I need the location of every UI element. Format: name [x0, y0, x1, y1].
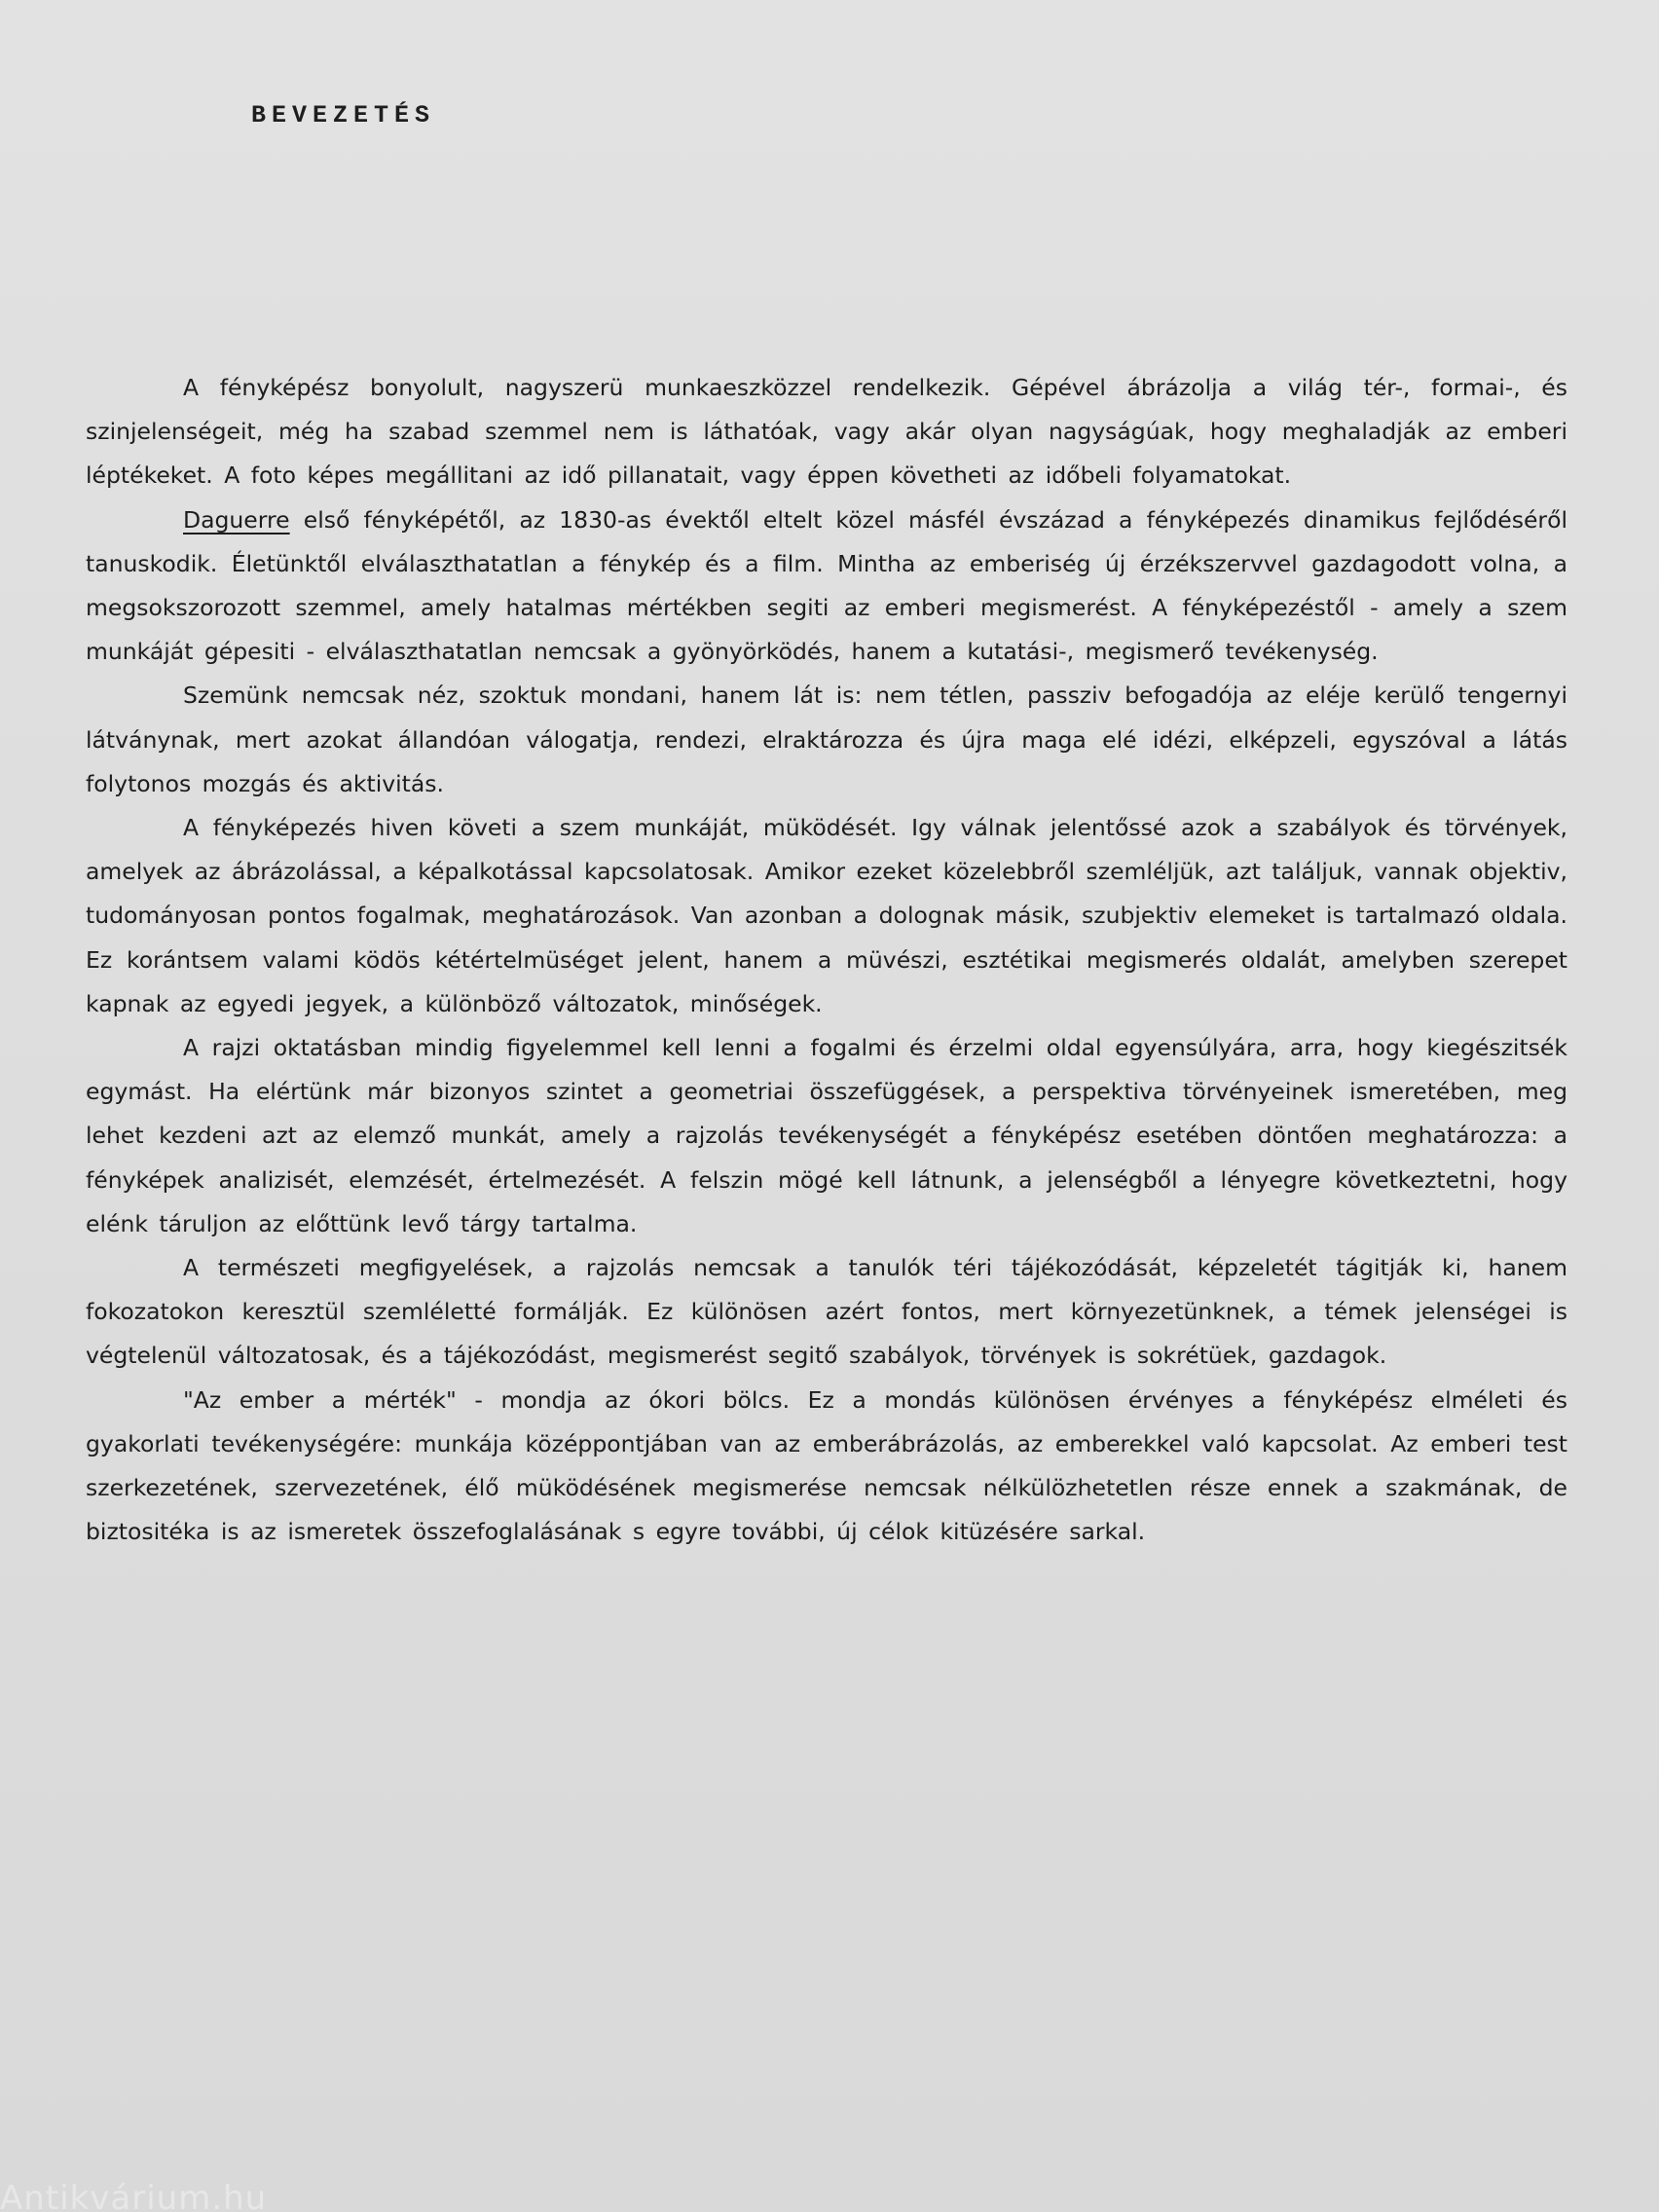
paragraph-5: A rajzi oktatásban mindig figyelemmel kell lenni a fogalmi és érzelmi oldal egyensúlyára, arra, hogy kiegészitsék egymást. Ha elértünk már bizonyos szintet a geometriai összefüggések, a perspektiva törvényeinek ismeretében, meg lehet kezdeni azt az elemző munkát, amely a rajzolás tevékenységét a fényképész esetében döntően meghatározza: a fényképek analizisét, elemzését, értelmezését. A felszin mögé kell látnunk, a jelenségből a lényegre következtetni, hogy elénk táruljon az előttünk levő tárgy tartalma.: [86, 1034, 1567, 1237]
paragraph-7: "Az ember a mérték" - mondja az ókori bölcs. Ez a mondás különösen érvényes a fényképész elméleti és gyakorlati tevékenységére: munkája középpontjában van az emberábrázolás, az emberekkel való kapcsolat. Az emberi test szerkezetének, szervezetének, élő müködésének megismerése nemcsak nélkülözhetetlen része ennek a szakmának, de biztositéka is az ismeretek összefoglalásának s egyre további, új célok kitüzésére sarkal.: [86, 1385, 1567, 1546]
watermark: Antikvárium.hu: [0, 2179, 268, 2212]
paragraph-3: Szemünk nemcsak néz, szoktuk mondani, hanem lát is: nem tétlen, passziv befogadója az eléje kerülő tengernyi látványnak, mert azokat állandóan válogatja, rendezi, elraktározza és újra maga elé idézi, elképzeli, egyszóval a látás folytonos mozgás és aktivitás.: [86, 682, 1567, 797]
paragraph-2: [86, 498, 1567, 675]
body-text: [86, 366, 1567, 1554]
underlined-name: Daguerre: [183, 505, 290, 534]
page-title: BEVEZETÉS: [251, 101, 436, 129]
paragraph-6: A természeti megfigyelések, a rajzolás nemcsak a tanulók téri tájékozódását, képzeletét tágitják ki, hanem fokozatokon keresztül szemléletté formálják. Ez különösen azért fontos, mert környezetünknek, a témek jelenségei is végtelenül változatosak, és a tájékozódást, megismerést segitő szabályok, törvények is sokrétüek, gazdagok.: [86, 1254, 1567, 1370]
paragraph-1: A fényképész bonyolult, nagyszerü munkaeszközzel rendelkezik. Gépével ábrázolja a világ tér-, formai-, és szinjelenségeit, még ha szabad szemmel nem is láthatóak, vagy akár olyan nagyságúak, hogy meghaladják az emberi léptékeket. A foto képes megállitani az idő pillanatait, vagy éppen követheti az időbeli folyamatokat.: [86, 374, 1567, 490]
paragraph-2-rest: első fényképétől, az 1830-as évektől eltelt közel másfél évszázad a fényképezés dinamikus fejlődéséről tanuskodik. Életünktől elválaszthatatlan a fénykép és a film. Mintha az emberiség új érzékszervvel gazdagodott volna, a megsokszorozott szemmel, amely hatalmas mértékben segiti az emberi megismerést. A fényképezéstől - amely a szem munkáját gépesiti - elválaszthatatlan nemcsak a gyönyörködés, hanem a kutatási-, megismerő tevékenység.: [86, 505, 1567, 666]
paragraph-4: A fényképezés hiven követi a szem munkáját, müködését. Igy válnak jelentőssé azok a szabályok és törvények, amelyek az ábrázolással, a képalkotással kapcsolatosak. Amikor ezeket közelebbről szemléljük, azt találjuk, vannak objektiv, tudományosan pontos fogalmak, meghatározások. Van azonban a dolognak másik, szubjektiv elemeket is tartalmazó oldala. Ez korántsem valami ködös kétértelmüséget jelent, hanem a müvészi, esztétikai megismerés oldalát, amelyben szerepet kapnak az egyedi jegyek, a különböző változatok, minőségek.: [86, 814, 1567, 1017]
